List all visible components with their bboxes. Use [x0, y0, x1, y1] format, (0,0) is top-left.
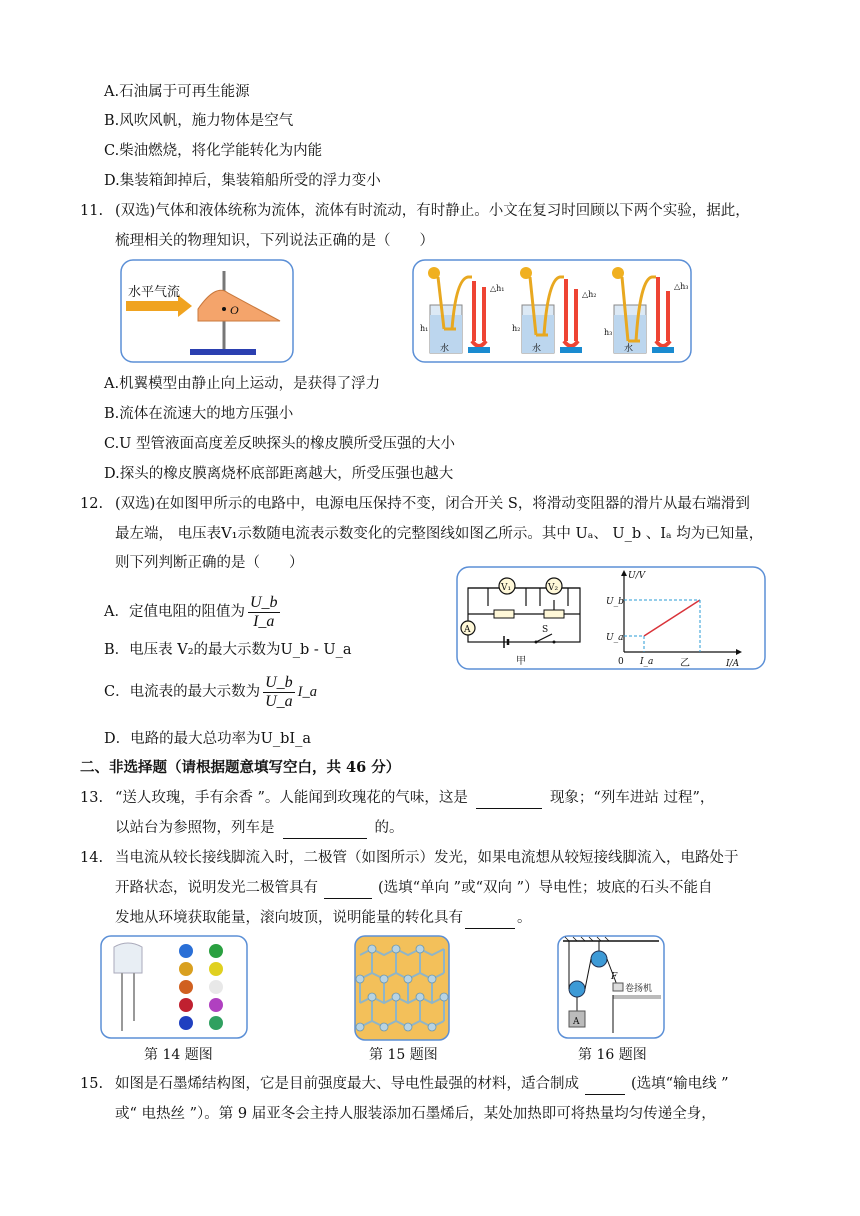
airflow-label: 水平气流 — [128, 285, 181, 300]
switch-label: S — [542, 625, 549, 635]
q12-option-a-text: A．定值电阻的阻值为 — [104, 604, 245, 620]
q14-line3 — [115, 908, 532, 929]
fraction-denominator: I_a — [253, 612, 275, 630]
q10-option-c: C.柴油燃烧，将化学能转化为内能 — [104, 143, 323, 159]
graph-ylabel: U/V — [628, 571, 646, 581]
q13-line2 — [115, 818, 404, 839]
led-figure — [100, 935, 248, 1039]
water-label-1: 水 — [440, 344, 450, 354]
graph-ia-label: I_a — [640, 657, 654, 667]
q11-option-d: D.探头的橡皮膜离烧杯底部距离越大，所受压强也越大 — [104, 466, 454, 482]
q10-option-b: B.风吹风帆，施力物体是空气 — [104, 113, 294, 129]
fraction-numerator: U_b — [249, 593, 278, 611]
q10-option-a: A.石油属于可再生能源 — [104, 84, 250, 100]
q11-option-a: A.机翼模型由静止向上运动，是获得了浮力 — [104, 376, 381, 392]
graph-xlabel: I/A — [726, 659, 740, 669]
graph-ua-label: U_a — [606, 633, 624, 643]
q15-line1-b: (选填“输电线 ” — [631, 1076, 729, 1092]
q14-line3-a: 发地从环境获取能量，滚向坡顶，说明能量的转化具有 — [115, 910, 463, 926]
q14-line2-b: (选填“单向 ”或“双向 ”）导电性；坡底的石头不能自 — [378, 880, 713, 896]
q14-blank-1[interactable] — [324, 878, 372, 899]
v2-label: V₂ — [548, 583, 559, 593]
v1-label: V₁ — [501, 583, 512, 593]
fraction-denominator: U_a — [265, 692, 293, 710]
current-fraction — [263, 674, 295, 711]
q13-line1-b: 现象；“列车进站 过程”， — [549, 790, 715, 806]
q14-line1: 当电流从较长接线脚流入时，二极管（如图所示）发光，如果电流想从较短接线脚流入，电路处于 — [115, 850, 739, 866]
graphene-figure — [354, 935, 450, 1041]
dh2-label: △h₂ — [582, 290, 597, 299]
q11-number: 11. — [80, 203, 104, 219]
q15-line1 — [115, 1074, 729, 1095]
q13-blank-2[interactable] — [283, 818, 367, 839]
figure-jia-label: 甲 — [516, 656, 526, 667]
q12-option-c-text: C．电流表的最大示数为 — [104, 684, 261, 700]
h1-label: h₁ — [420, 324, 429, 333]
q13-line1-a: “送人玫瑰，手有余香 ”。人能闻到玫瑰花的气味，这是 — [115, 790, 468, 806]
q11-option-c: C.U 型管液面高度差反映探头的橡皮膜所受压强的大小 — [104, 436, 456, 452]
dh3-label: △h₃ — [674, 282, 689, 291]
q11-stem-line2: 梳理相关的物理知识，下列说法正确的是（ ） — [115, 233, 434, 249]
q15-blank-1[interactable] — [585, 1074, 625, 1095]
graph-ub-label: U_b — [606, 597, 624, 607]
force-f-label: F — [611, 972, 618, 982]
q12-option-b: B．电压表 V₂的最大示数为U_b - U_a — [104, 642, 352, 658]
q12-number: 12. — [80, 496, 104, 512]
winch-label: 卷扬机 — [625, 984, 653, 994]
q11-stem-line1: (双选)气体和液体统称为流体，流体有时流动，有时静止。小文在复习时回顾以下两个实验，据此， — [115, 203, 750, 219]
q12-stem-line3: 则下列判断正确的是（ ） — [115, 555, 304, 571]
pulley-figure — [557, 935, 665, 1039]
q14-blank-2[interactable] — [465, 908, 515, 929]
q13-blank-1[interactable] — [476, 788, 542, 809]
h3-label: h₃ — [604, 328, 613, 337]
wing-model-figure — [120, 259, 294, 363]
q15-number: 15. — [80, 1076, 104, 1092]
q12-option-a — [104, 592, 283, 632]
water-label-3: 水 — [624, 344, 634, 354]
q14-line3-b: 。 — [517, 910, 532, 926]
water-label-2: 水 — [532, 344, 542, 354]
figure-yi-label: 乙 — [680, 658, 690, 669]
q14-line2-a: 开路状态，说明发光二极管具有 — [115, 880, 318, 896]
q12-option-c-suffix: I_a — [297, 684, 317, 700]
q12-stem-line1: (双选)在如图甲所示的电路中，电源电压保持不变，闭合开关 S，将滑动变阻器的滑片从最右端滑到 — [115, 496, 750, 512]
circuit-graph-figure — [456, 566, 766, 670]
q14-number: 14. — [80, 850, 104, 866]
h2-label: h₂ — [512, 324, 521, 333]
caption-fig-15: 第 15 题图 — [369, 1047, 438, 1063]
block-a-label: A — [573, 1017, 580, 1027]
pressure-probe-figure — [412, 259, 692, 363]
resistance-fraction — [248, 594, 280, 631]
q15-line1-a: 如图是石墨烯结构图，它是目前强度最大、导电性最强的材料，适合制成 — [115, 1076, 579, 1092]
dh1-label: △h₁ — [490, 284, 505, 293]
q15-line2: 或“ 电热丝 ”）。第 9 届亚冬会主持人服装添加石墨烯后，某处加热即可将热量均匀传递全身， — [115, 1106, 716, 1122]
q12-option-d: D．电路的最大总功率为U_bI_a — [104, 731, 311, 747]
point-o-label: O — [230, 303, 239, 317]
fraction-numerator: U_b — [265, 673, 293, 691]
graph-origin-label: 0 — [618, 657, 624, 667]
q12-option-c — [104, 672, 317, 712]
ammeter-label: A — [464, 625, 471, 635]
q13-number: 13. — [80, 790, 104, 806]
caption-fig-16: 第 16 题图 — [578, 1047, 647, 1063]
q13-line1 — [115, 788, 714, 809]
q13-line2-a: 以站台为参照物，列车是 — [115, 820, 275, 836]
q14-line2 — [115, 878, 713, 899]
caption-fig-14: 第 14 题图 — [144, 1047, 213, 1063]
q10-option-d: D.集装箱卸掉后，集装箱船所受的浮力变小 — [104, 173, 381, 189]
section-2-title: 二、非选择题（请根据题意填写空白，共 46 分） — [80, 759, 401, 776]
q11-option-b: B.流体在流速大的地方压强小 — [104, 406, 294, 422]
q13-line2-b: 的。 — [374, 820, 404, 836]
q12-stem-line2: 最左端， 电压表V₁示数随电流表示数变化的完整图线如图乙所示。其中 Uₐ、 U_b 、Iₐ 均为已知量， — [115, 526, 764, 542]
